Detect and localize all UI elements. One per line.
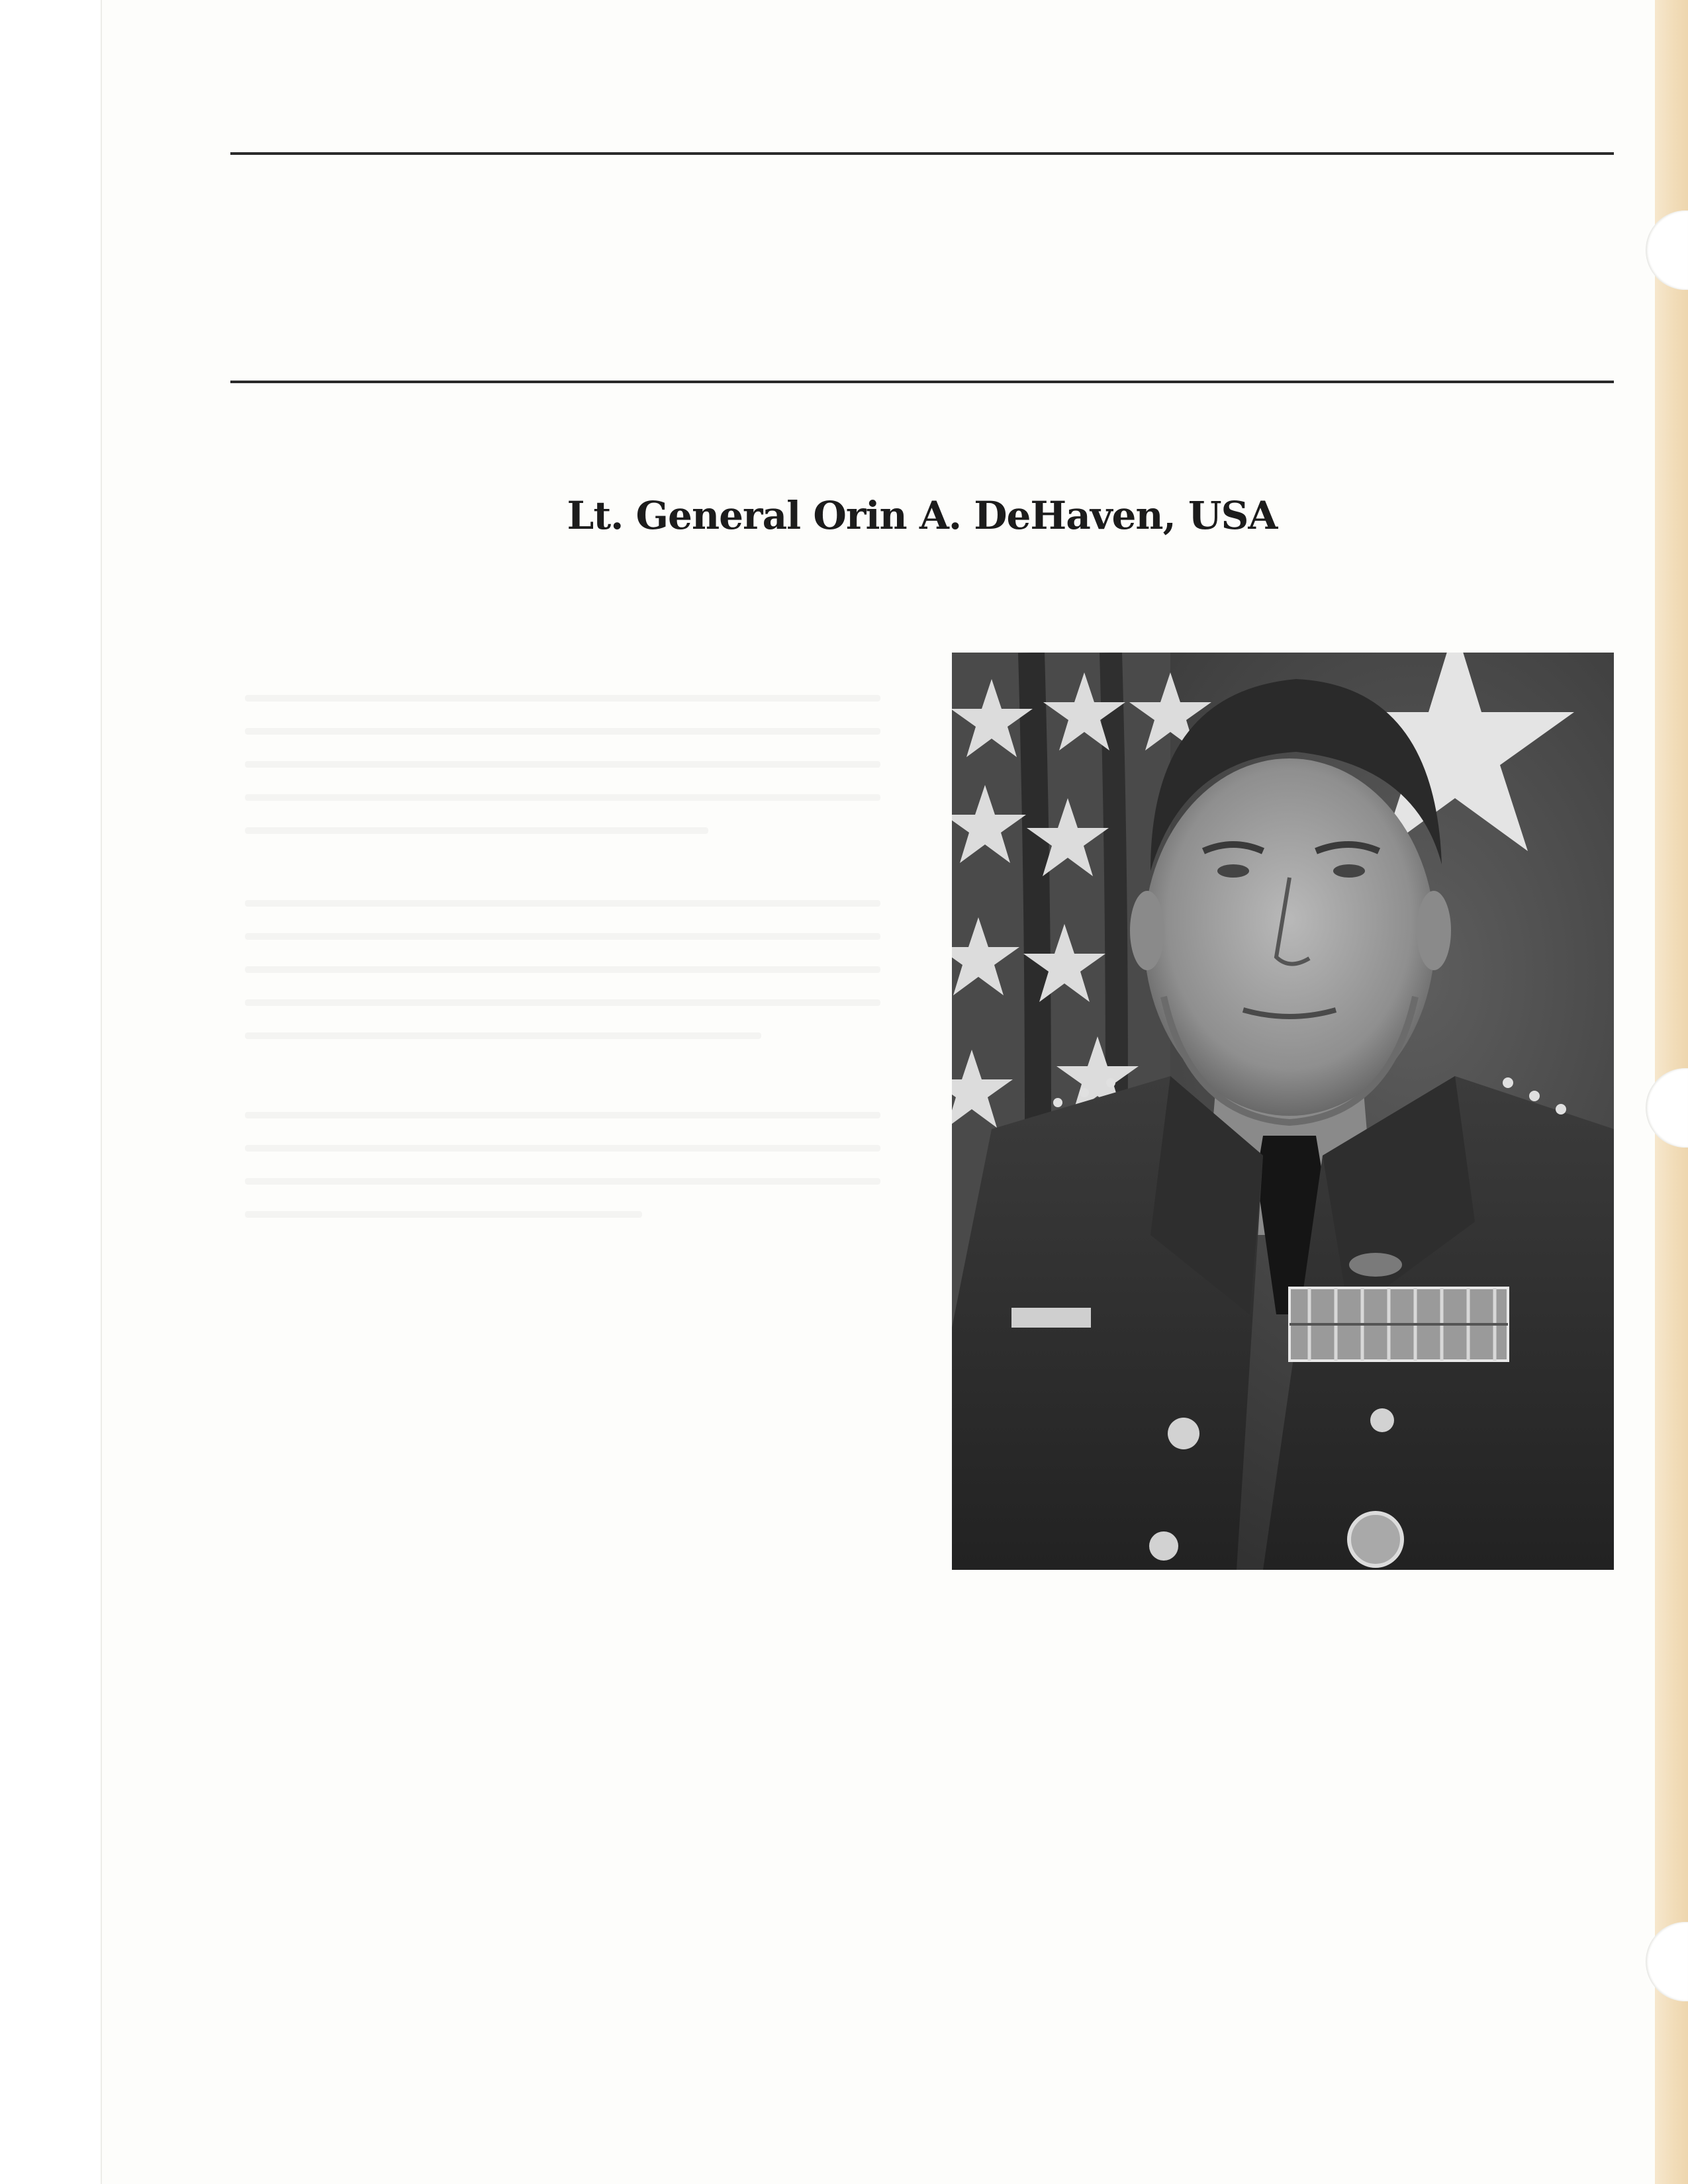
header-rule-top: [230, 152, 1614, 155]
header-rule-bottom: [230, 381, 1614, 383]
ribbon-rack: [1289, 1288, 1508, 1361]
page-title: Lt. General Orin A. DeHaven, USA: [567, 493, 1278, 538]
portrait-photo: [952, 653, 1614, 1570]
